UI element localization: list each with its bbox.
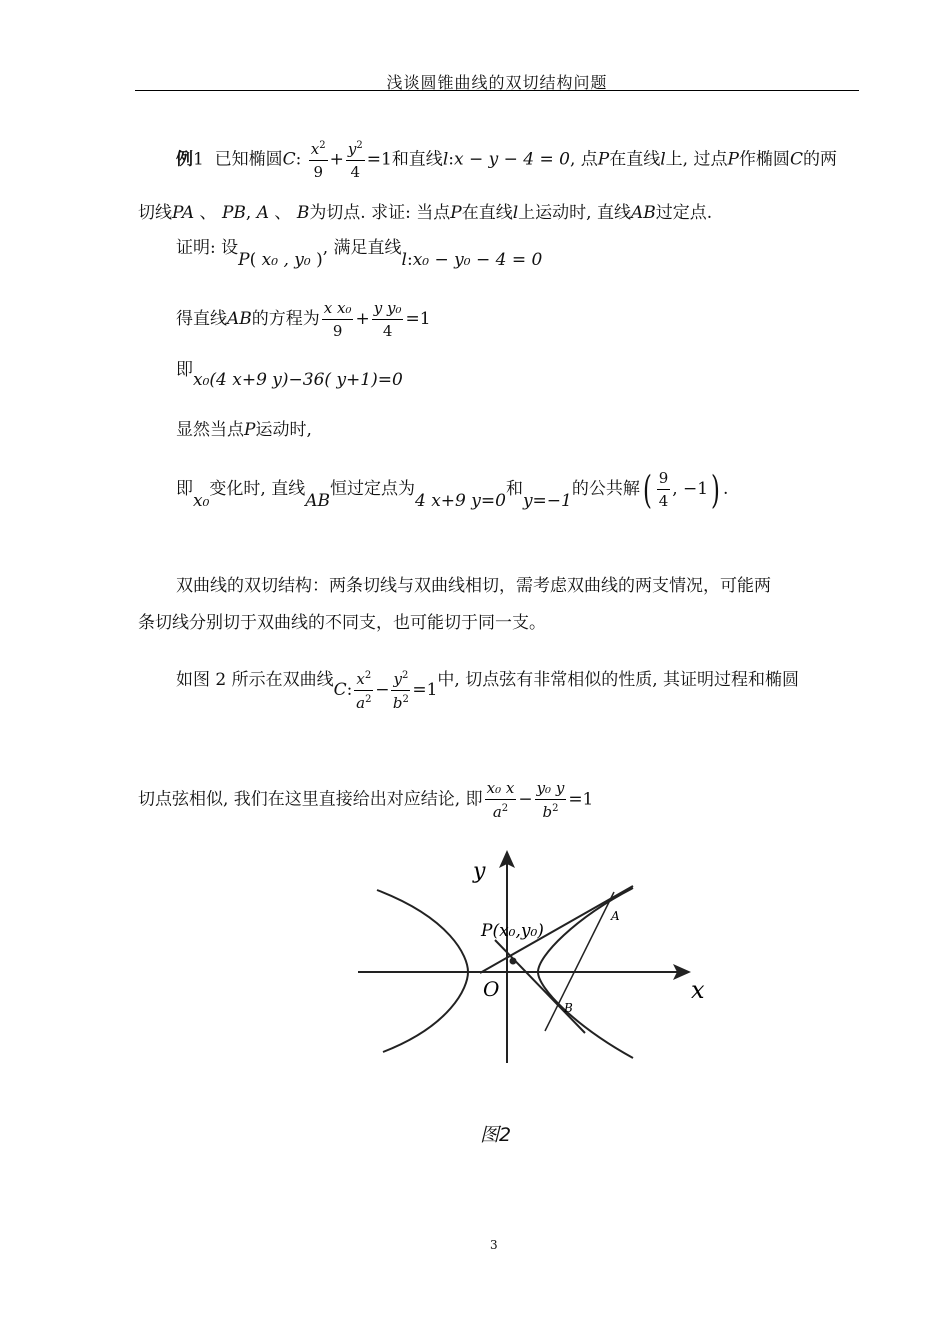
point-b: B bbox=[296, 203, 310, 223]
numerator: y y₀ bbox=[372, 300, 404, 320]
proof-line-1: 证明: 设P( x₀ , y₀ ), 满足直线l:x₀ − y₀ − 4 = 0 bbox=[176, 238, 543, 270]
text: 中, 切点弦有非常相似的性质, 其证明过程和椭圆 bbox=[437, 670, 800, 690]
line-l: l bbox=[442, 149, 449, 170]
text: 恒过定点为 bbox=[330, 479, 415, 499]
fraction-x2-9 bbox=[309, 140, 328, 180]
left-paren: ( bbox=[642, 467, 652, 512]
point-b-label: B bbox=[564, 1001, 573, 1015]
denominator: 4 bbox=[382, 321, 393, 340]
point-p: P bbox=[450, 203, 462, 223]
text: 的公共解 bbox=[571, 479, 640, 499]
ellipse-name: C bbox=[282, 149, 296, 170]
colon: : bbox=[346, 680, 353, 700]
point-p: P bbox=[244, 420, 256, 440]
text: 的方程为 bbox=[251, 309, 320, 329]
exponent: 2 bbox=[364, 670, 372, 681]
y-axis-label: y bbox=[473, 859, 486, 884]
text: , 满足直线 bbox=[322, 238, 402, 258]
text: , 点 bbox=[569, 149, 598, 170]
numerator: x₀ x bbox=[485, 780, 517, 800]
equals-one: =1 bbox=[568, 789, 594, 810]
origin-label: O bbox=[483, 977, 500, 1001]
fraction-xx0-9 bbox=[322, 300, 354, 339]
equals-one: =1 bbox=[405, 309, 431, 329]
point-p-label: P(x₀,y₀) bbox=[481, 921, 544, 941]
segment-pa: PA bbox=[172, 203, 195, 223]
hyperbola-figure bbox=[355, 848, 705, 1068]
line-ab: AB bbox=[630, 203, 656, 223]
text: 运动时, bbox=[255, 420, 312, 440]
text: 如图 2 所示在双曲线 bbox=[176, 670, 334, 690]
proof-line-3 bbox=[176, 360, 403, 390]
neg-one: , −1 bbox=[672, 479, 709, 499]
text: 证明: 设 bbox=[176, 238, 239, 258]
period: . bbox=[722, 479, 729, 499]
proof-line-2: 得直线AB的方程为 $\frac{\text{x x₀}}{9}$ + $\frac{\text{y y₀}}{4}$ =1 bbox=[176, 299, 431, 340]
exponent: 2 bbox=[319, 140, 326, 151]
text: 作椭圆 bbox=[738, 149, 790, 170]
text: 变化时, 直线 bbox=[209, 479, 306, 499]
example-label: 例 bbox=[176, 149, 193, 170]
x-axis-label: x bbox=[691, 976, 705, 1004]
line-ab: AB bbox=[305, 491, 330, 511]
var-y: y bbox=[393, 670, 402, 688]
x0: x₀ bbox=[193, 491, 210, 511]
text: 上运动时, 直线 bbox=[518, 203, 631, 223]
right-paren: ) bbox=[711, 467, 720, 512]
point-a-label: A bbox=[611, 909, 620, 923]
line-l: l bbox=[401, 250, 407, 270]
var-a: a bbox=[356, 693, 366, 712]
separator: 、 bbox=[269, 203, 297, 223]
colon: : bbox=[448, 149, 454, 170]
text: 切线 bbox=[138, 203, 172, 223]
numerator: 9 bbox=[657, 470, 671, 490]
tangent-line-pb bbox=[495, 940, 585, 1033]
hyperbola-name: C bbox=[333, 680, 347, 700]
coords: x₀ , y₀ bbox=[261, 250, 311, 270]
line-equation: x − y − 4 = 0 bbox=[453, 149, 570, 170]
proof-line-5 bbox=[176, 467, 729, 512]
header-rule bbox=[135, 90, 859, 91]
segment-pb: PB bbox=[221, 203, 246, 223]
hyperbola-p3 bbox=[138, 780, 593, 820]
example-intro: 已知椭圆 bbox=[214, 149, 283, 170]
denominator: 4 bbox=[350, 162, 361, 181]
exponent: 2 bbox=[365, 693, 372, 705]
line-l: l bbox=[512, 203, 519, 223]
hyperbola-p1-line2: 条切线分别切于双曲线的不同支，也可能切于同一支。 bbox=[138, 613, 546, 633]
text: 和 bbox=[505, 479, 523, 499]
exponent: 2 bbox=[402, 693, 409, 705]
figure-caption: 图2 bbox=[480, 1124, 512, 1146]
fraction-x2-a2 bbox=[354, 670, 373, 711]
text: 即 bbox=[176, 479, 193, 499]
text: 过定点. bbox=[655, 203, 713, 223]
text: 显然当点 bbox=[176, 420, 244, 440]
exponent: 2 bbox=[356, 140, 363, 151]
separator: 、 bbox=[194, 203, 222, 223]
point-p: P bbox=[597, 149, 610, 170]
page-header: 浅谈圆锥曲线的双切结构问题 bbox=[386, 73, 608, 92]
denominator: 9 bbox=[332, 321, 343, 340]
example-number: 1 bbox=[193, 149, 204, 170]
equation-b: y=−1 bbox=[522, 491, 572, 511]
numerator: y₀ y bbox=[535, 780, 567, 800]
text: 得直线 bbox=[176, 309, 227, 329]
text: 为切点. 求证: 当点 bbox=[309, 203, 451, 223]
var-b: b bbox=[392, 693, 403, 712]
var-b: b bbox=[542, 802, 553, 821]
point-p: P bbox=[727, 149, 739, 170]
denominator: 4 bbox=[658, 491, 669, 510]
paren-coords: ( x₀ , y₀ ) bbox=[249, 250, 323, 270]
fraction-9-4 bbox=[657, 470, 671, 509]
plus-sign: + bbox=[329, 149, 344, 170]
var-y: y bbox=[347, 140, 357, 158]
point-p-marker bbox=[510, 958, 517, 965]
point-p: P bbox=[238, 250, 250, 270]
text: 在直线 bbox=[461, 203, 513, 223]
proof-line-4 bbox=[176, 422, 312, 439]
and-line-text: 和直线 bbox=[391, 149, 443, 170]
var-x: x bbox=[356, 670, 365, 688]
var-a: a bbox=[492, 802, 502, 821]
text: 在直线 bbox=[609, 149, 661, 170]
var-x: x bbox=[310, 140, 320, 158]
ellipse-name: C bbox=[789, 149, 803, 170]
denominator: 9 bbox=[313, 162, 323, 181]
hyperbola-p2 bbox=[176, 660, 800, 712]
equation-a: 4 x+9 y=0 bbox=[415, 491, 506, 511]
exponent: 2 bbox=[501, 802, 509, 814]
text: 的两 bbox=[802, 149, 837, 170]
fraction-y2-b2 bbox=[391, 670, 410, 711]
fraction-x0x-a2 bbox=[485, 780, 517, 820]
point-a: A bbox=[256, 203, 269, 223]
equals-one: =1 bbox=[366, 149, 392, 170]
fraction-y0y-b2 bbox=[535, 780, 567, 820]
line-equation: x₀ − y₀ − 4 = 0 bbox=[412, 250, 543, 270]
line-ab: AB bbox=[227, 309, 252, 329]
equals-one: =1 bbox=[412, 680, 438, 700]
text: 即 bbox=[176, 360, 193, 380]
chord-ab bbox=[545, 892, 614, 1031]
exponent: 2 bbox=[401, 670, 409, 681]
text: 上, 过点 bbox=[665, 149, 728, 170]
hyperbola-p1-line1: 双曲线的双切结构：两条切线与双曲线相切，需考虑双曲线的两支情况，可能两 bbox=[176, 576, 771, 596]
expanded-equation: x₀(4 x+9 y)−36( y+1)=0 bbox=[193, 370, 403, 390]
fraction-yy0-4 bbox=[372, 300, 404, 339]
fraction-y2-4 bbox=[346, 140, 365, 180]
line-l: l bbox=[660, 149, 666, 170]
text: 切点弦相似, 我们在这里直接给出对应结论, 即 bbox=[138, 789, 483, 810]
numerator: x x₀ bbox=[322, 300, 354, 320]
minus: − bbox=[375, 680, 390, 700]
page-number: 3 bbox=[490, 1238, 498, 1252]
colon: : bbox=[295, 149, 302, 170]
example-line-1 bbox=[176, 140, 837, 180]
example-line-2: 切线PA 、 PB, A 、 B为切点. 求证: 当点P在直线l上运动时, 直线AB过定点. bbox=[138, 203, 713, 223]
exponent: 2 bbox=[552, 802, 559, 814]
minus: − bbox=[518, 789, 533, 810]
